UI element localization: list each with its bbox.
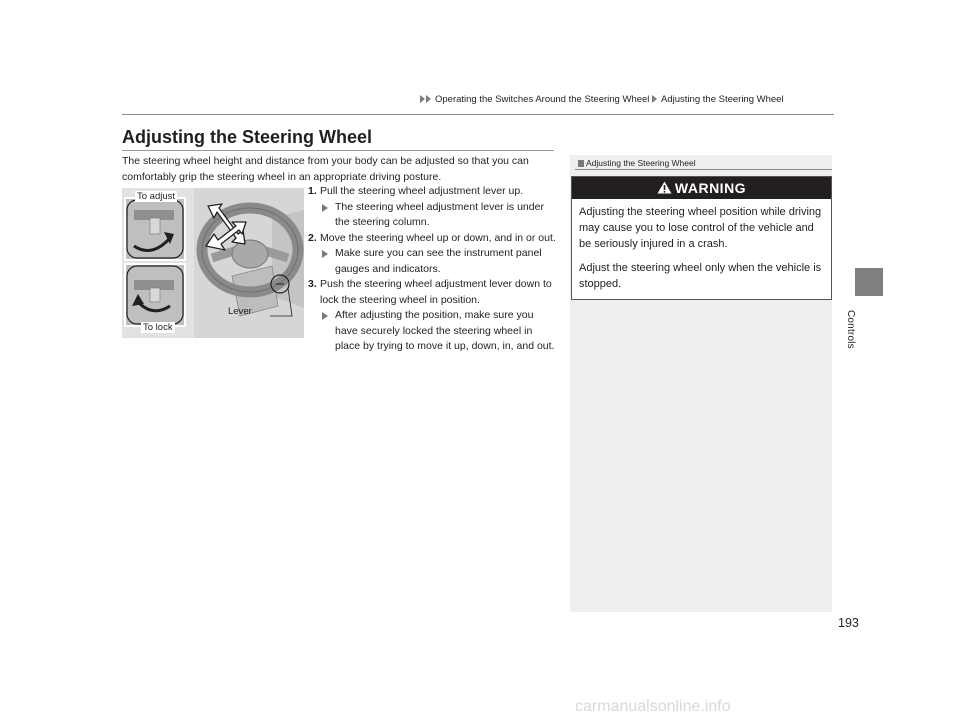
chevron-right-icon: [652, 95, 657, 103]
step-1: [308, 184, 558, 200]
step-text: Move the steering wheel up or down, and in or out.: [320, 231, 556, 244]
triangle-bullet-icon: [322, 204, 328, 212]
step-number: 3.: [308, 278, 317, 290]
warning-paragraph-1: Adjusting the steering wheel position while driving may cause you to lose control of the vehicle and be seriously injured in a crash.: [579, 206, 822, 250]
step-1-note: [308, 200, 558, 231]
chevron-right-icon: [426, 95, 431, 103]
note-text: Make sure you can see the instrument panel gauges and indicators.: [335, 247, 542, 275]
steps-list: [308, 184, 558, 355]
label-to-lock: To lock: [143, 322, 173, 333]
step-text: Pull the steering wheel adjustment lever up.: [320, 185, 524, 197]
warning-triangle-icon: [657, 181, 672, 194]
header-divider: [122, 114, 834, 115]
page-number: 193: [838, 616, 859, 630]
step-number: 1.: [308, 185, 317, 197]
reference-mark-icon: [578, 160, 584, 167]
page-title: Adjusting the Steering Wheel: [122, 127, 373, 147]
breadcrumb: [420, 94, 784, 105]
step-2-note: [308, 246, 558, 277]
label-lever: Lever: [228, 306, 252, 317]
chapter-tab-label[interactable]: Controls: [845, 310, 856, 349]
warning-header: [572, 177, 831, 199]
sidebar-heading[interactable]: [578, 158, 696, 168]
step-3: [308, 277, 558, 308]
triangle-bullet-icon: [322, 250, 328, 258]
title-divider: [122, 150, 554, 151]
step-2: [308, 231, 558, 247]
note-text: After adjusting the position, make sure you have securely locked the steering wheel in place by trying to move it up, down, in, and out.: [335, 309, 555, 352]
steering-wheel-drawing: [122, 188, 304, 338]
step-text: Push the steering wheel adjustment lever down to lock the steering wheel in position.: [320, 278, 552, 306]
sidebar-divider: [575, 169, 832, 170]
sidebar-heading-text: Adjusting the Steering Wheel: [586, 158, 696, 168]
intro-paragraph: The steering wheel height and distance from your body can be adjusted so that you can comfortably grip the steering wheel in an appropriate driving posture.: [122, 155, 529, 183]
triangle-bullet-icon: [322, 312, 328, 320]
label-to-adjust: To adjust: [137, 191, 176, 202]
warning-body: [579, 204, 829, 300]
warning-title: WARNING: [674, 180, 747, 196]
chevron-right-icon: [420, 95, 425, 103]
steering-wheel-illustration: [122, 188, 304, 338]
step-number: 2.: [308, 231, 317, 244]
note-text: The steering wheel adjustment lever is under the steering column.: [335, 200, 544, 228]
warning-paragraph-2: Adjust the steering wheel only when the vehicle is stopped.: [579, 262, 822, 290]
step-3-note: [308, 308, 558, 355]
breadcrumb-section[interactable]: Operating the Switches Around the Steering Wheel: [435, 94, 650, 105]
breadcrumb-page[interactable]: Adjusting the Steering Wheel: [661, 94, 784, 105]
watermark: carmanualsonline.info: [575, 698, 731, 715]
chapter-tab-marker: [855, 268, 883, 296]
